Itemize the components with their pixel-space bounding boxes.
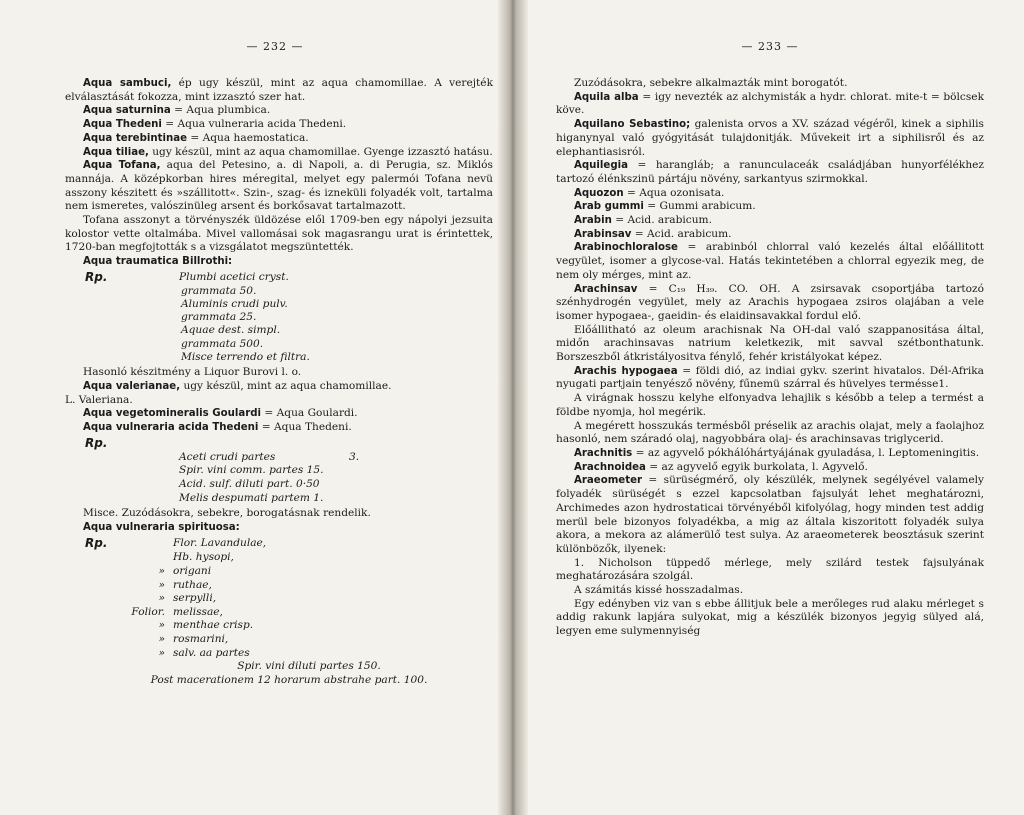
- recipe-line: Aquae dest. simpl.: [181, 324, 281, 337]
- herb-line: [85, 537, 493, 552]
- left-page: [0, 0, 509, 815]
- herb-label: »: [158, 578, 165, 591]
- herb-label: Folior.: [131, 605, 165, 618]
- herb-name: melissae,: [173, 605, 223, 618]
- entry-text: = Gummi arabicum.: [643, 200, 756, 213]
- entry-term: Aqua Tofana,: [83, 160, 161, 172]
- entry-term: Arabinochloralose: [574, 242, 678, 254]
- entry-term: Arabinsav: [574, 228, 632, 240]
- right-paragraph: [556, 324, 984, 365]
- entry-text: = Acid. arabicum.: [611, 214, 712, 227]
- entry-term: Aqua vegetomineralis Goulardi: [83, 408, 262, 420]
- recipe-line: grammata 25.: [181, 311, 257, 324]
- entry-aqua-terebintinae: [65, 132, 493, 146]
- entry-text: aqua del Petesino, a. di Napoli, a. di Perugia, sz. Miklós mannája. A középkorban hires méregital, melyet egy palermói Tofana nevü asszony készitett és »szállitott«. Szin-, szag- és izneküli folyadék volt, tartalma nem ismeretes, valószinüleg arsent és borkősavat tartalmazott.: [65, 159, 493, 213]
- entry-aqua-sambuci: [65, 77, 493, 104]
- formula-ingredient: Aceti crudi partes: [179, 450, 276, 463]
- entry-term: Aqua valerianae,: [83, 381, 181, 393]
- entry-text: A megérett hosszukás termésből préselik az arachis olajat, mely a faolajhoz hasonló, nem száradó olaj, nagyobbára olaj- és arachinsavas triglycerid.: [556, 419, 984, 446]
- entry-text: = arabinból chlorral való kezelés által előállitott vegyület, isomer a glycose-val. Hatás tekintetében a chlorral egyezik meg, de nem oly mérges, mint az.: [556, 241, 984, 281]
- right-page: [511, 0, 1024, 815]
- entry-text: = Acid. arabicum.: [631, 227, 732, 240]
- entry-term: Arachnitis: [574, 447, 633, 459]
- formula-amount: 3.: [349, 450, 360, 463]
- right-paragraph: [556, 598, 984, 639]
- recipe-lines: [181, 285, 493, 365]
- entry-aqua-valerianae: [65, 380, 493, 394]
- entry-term: Aquilano Sebastino;: [574, 119, 691, 131]
- recipe-thedeni: [85, 437, 493, 506]
- entry-term: Aqua Thedeni: [83, 119, 162, 131]
- valeriana-ref: L. Valeriana.: [65, 393, 133, 406]
- herb-line: [85, 592, 493, 606]
- entry-arabinochloralose: [556, 241, 984, 282]
- entry-text: = Aqua plumbica.: [170, 104, 271, 117]
- right-paragraph: [556, 557, 984, 584]
- entry-text: = harangláb; a ranunculaceák családjában hunyorfélékhez tartozó élénkszinü pártáju növény, sarkantyus szirmokkal.: [556, 159, 984, 185]
- entry-term: Araeometer: [574, 475, 643, 487]
- recipe-line: grammata 50.: [181, 284, 257, 297]
- entry-text: = az agyvelő pókhálóhártyájának gyuladása, l. Leptomeningitis.: [632, 446, 980, 459]
- herb-label: [85, 551, 173, 565]
- entry-term: Aquilegia: [574, 160, 628, 172]
- herb-line: [85, 551, 493, 565]
- herb-name: salv. aa partes: [173, 646, 250, 659]
- right-paragraph: [556, 77, 984, 91]
- entry-aqua-traumatica: [65, 255, 493, 269]
- entry-araeometer: [556, 474, 984, 556]
- recipe-line: grammata 500.: [181, 337, 264, 350]
- entry-aquila-alba: [556, 91, 984, 118]
- entry-text: = az agyvelő egyik burkolata, l. Agyvelő.: [645, 460, 868, 473]
- herb-label: »: [158, 646, 165, 659]
- herb-line: [85, 619, 493, 633]
- formula-line: [179, 492, 493, 506]
- herb-name: ruthae,: [173, 578, 212, 591]
- herb-line: [85, 579, 493, 593]
- herb-name: origani: [173, 564, 212, 577]
- page-number-right: — 233 —: [741, 40, 799, 53]
- herb-name: rosmarini,: [173, 632, 229, 645]
- entry-aqua-tofana: [65, 159, 493, 214]
- entry-term: Arabin: [574, 215, 612, 227]
- herb-label: »: [158, 564, 165, 577]
- herb-name: serpylli,: [173, 592, 217, 605]
- herb-line: [85, 633, 493, 647]
- rp-symbol: Rp.: [85, 269, 108, 284]
- entry-text: A számitás kissé hosszadalmas.: [574, 584, 744, 597]
- formula-list: [179, 451, 493, 506]
- herb-name: Flor. Lavandulae,: [173, 536, 267, 549]
- recipe-spirituosa: [85, 537, 493, 688]
- formula-line: [179, 478, 493, 492]
- entry-term: Arachis hypogaea: [574, 365, 678, 377]
- rp-symbol: Rp.: [85, 435, 108, 450]
- recipe-line: Plumbi acetici cryst.: [179, 270, 289, 283]
- entry-text: = C₁₉ H₃₉. CO. OH. A zsirsavak csoportjába tartozó szénhydrogén vegyület, mely az Arachis hypogaea zsiros olajában a vele isomer hypogaea-, gaeidin- és elaidinsavakkal fordul elő.: [556, 282, 984, 322]
- misce-paragraph: Misce. Zuzódásokra, sebekre, borogatásnak rendelik.: [83, 507, 371, 520]
- entry-term: Aqua terebintinae: [83, 132, 187, 144]
- entry-term: Aqua vulneraria acida Thedeni: [83, 422, 259, 434]
- entry-aquilano: [556, 118, 984, 159]
- entry-arab-gummi: [556, 200, 984, 214]
- entry-term: Arachnoidea: [574, 461, 646, 473]
- herb-name: menthae crisp.: [173, 619, 254, 632]
- entry-aquozon: [556, 187, 984, 201]
- formula-ingredient: Melis despumati partem 1.: [179, 491, 324, 504]
- entry-text: = Aqua Goulardi.: [261, 407, 358, 420]
- entry-aqua-vulneraria-spirituosa: [65, 521, 493, 535]
- entry-aquilegia: [556, 159, 984, 186]
- entry-term: Aqua vulneraria spirituosa:: [83, 522, 240, 534]
- rp-symbol: Rp.: [85, 535, 108, 550]
- recipe-billroth: [85, 271, 493, 364]
- entry-text: galenista orvos a XV. század végéről, kinek a siphilis higanynyal való gyógyitását tulajdonitják. Művekeit irt a siphilisről és az elephantiasisról.: [556, 118, 984, 158]
- herb-label: »: [158, 632, 165, 645]
- herb-name: Hb. hysopi,: [173, 551, 234, 564]
- book-gutter: [498, 0, 528, 815]
- formula-ingredient: Spir. vini comm. partes 15.: [179, 464, 324, 477]
- right-paragraph: [556, 420, 984, 447]
- entry-aqua-saturnina: [65, 104, 493, 118]
- herb-label: »: [158, 592, 165, 605]
- entry-term: Aqua traumatica Billrothi:: [83, 256, 233, 268]
- entry-arabinsav: [556, 228, 984, 242]
- liquor-line: Hasonló készitmény a Liquor Burovi l. o.: [83, 366, 302, 379]
- left-entries: [65, 77, 493, 688]
- herb-label: »: [158, 619, 165, 632]
- formula-ingredient: Acid. sulf. diluti part. 0·50: [179, 477, 320, 490]
- tofana-paragraph: Tofana asszonyt a törvényszék üldözése elől 1709-ben egy nápolyi jezsuita kolostor vette oltalmába. Mivel vallomásai sok magasrangu urat is érintettek, 1720-ban megfojtották s a vizsgálatot megszüntették.: [65, 214, 493, 254]
- entry-text: A virágnak hosszu kelyhe elfonyadva lehajlik s később a telep a termést a földbe nyomja, hol megérik.: [556, 392, 984, 418]
- page-number-left: — 232 —: [246, 40, 304, 53]
- recipe-line: Aluminis crudi pulv.: [181, 297, 288, 310]
- entry-text: = Aqua ozonisata.: [623, 186, 725, 199]
- entry-aqua-vulneraria-acida: [65, 421, 493, 435]
- formula-line: [179, 464, 493, 478]
- entry-text: = Aqua haemostatica.: [187, 131, 309, 144]
- entry-arachinsav: [556, 283, 984, 324]
- entry-text: Előállitható az oleum arachisnak Na OH-dal való szappanositása által, midőn arachinsavas natrium keletkezik, mit savval szétbonthatunk. Borszeszből átkristályositva fénylő, fehér kristályokat képez.: [556, 323, 984, 364]
- entry-term: Aqua saturnina: [83, 105, 171, 117]
- right-entries: [556, 77, 984, 639]
- formula-line: [179, 451, 493, 465]
- entry-text: ugy készül, mint az aqua chamomillae. Gyenge izzasztó hatásu.: [148, 145, 493, 158]
- entry-text: = igy nevezték az alchymisták a hydr. chlorat. mite-t = bölcsek köve.: [556, 90, 984, 117]
- entry-text: Zuzódásokra, sebekre alkalmazták mint borogatót.: [574, 77, 848, 89]
- entry-text: ép ugy készül, mint az aqua chamomillae. A verejték elválasztását fokozza, mint izzasztó szer hat.: [65, 77, 493, 103]
- spir-line: Spir. vini diluti partes 150.: [237, 660, 381, 673]
- entry-aqua-goulardi: [65, 407, 493, 421]
- recipe-line: Misce terrendo et filtra.: [181, 351, 310, 364]
- herb-line: [85, 647, 493, 661]
- entry-text: = Aqua vulneraria acida Thedeni.: [161, 118, 347, 131]
- recipe-row: [85, 271, 493, 285]
- entry-term: Aquila alba: [574, 91, 639, 103]
- entry-text: = Aqua Thedeni.: [258, 421, 352, 434]
- herb-line: [85, 565, 493, 579]
- right-paragraph: [556, 584, 984, 598]
- entry-text: = földi dió, az indiai gykv. szerint hivatalos. Dél-Afrika nyugati partjain tenyésző növény, fűnemü szárral és hüvelyes termésse1.: [556, 364, 984, 391]
- post-line: Post macerationem 12 horarum abstrahe part. 100.: [150, 673, 428, 686]
- entry-text: 1. Nicholson tüppedő mérlege, mely szilárd testek fajsulyának meghatározására szolgál.: [556, 556, 984, 583]
- herb-line: [85, 606, 493, 620]
- entry-term: Arachinsav: [574, 283, 638, 295]
- right-paragraph: [556, 392, 984, 419]
- entry-arachnitis: [556, 447, 984, 461]
- entry-text: Egy edényben viz van s ebbe állitjuk bele a merőleges rud alaku mérleget s addig rakunk lapjára sulyokat, mig a készülék bizonyos jegyig sülyed alá, legyen eme sulymennyiség: [556, 597, 984, 638]
- entry-aqua-thedeni: [65, 118, 493, 132]
- entry-arachnoidea: [556, 461, 984, 475]
- entry-text: ugy készül, mint az aqua chamomillae.: [180, 380, 392, 393]
- entry-aqua-tiliae: [65, 146, 493, 160]
- entry-term: Aquozon: [574, 187, 624, 199]
- entry-term: Aqua tiliae,: [83, 146, 149, 158]
- entry-text: = sürüségmérő, oly készülék, melynek segélyével valamely folyadék sürüségét s ezzel kapcsolatban fajsulyát lehet meghatározni, Archimedes azon hydrostaticai törvényéből kifolyólag, hogy minden test addig merül bele bizonyos folyadékba, a mig az általa kiszoritott folyadék sulya akora, a mekora az alámerülő test sulya. Az araeometerek beosztásuk szerint különbözők, ilyenek:: [556, 474, 984, 555]
- entry-arachis-hypogaea: [556, 365, 984, 392]
- entry-arabin: [556, 214, 984, 228]
- entry-term: Aqua sambuci,: [83, 78, 172, 89]
- entry-term: Arab gummi: [574, 201, 644, 213]
